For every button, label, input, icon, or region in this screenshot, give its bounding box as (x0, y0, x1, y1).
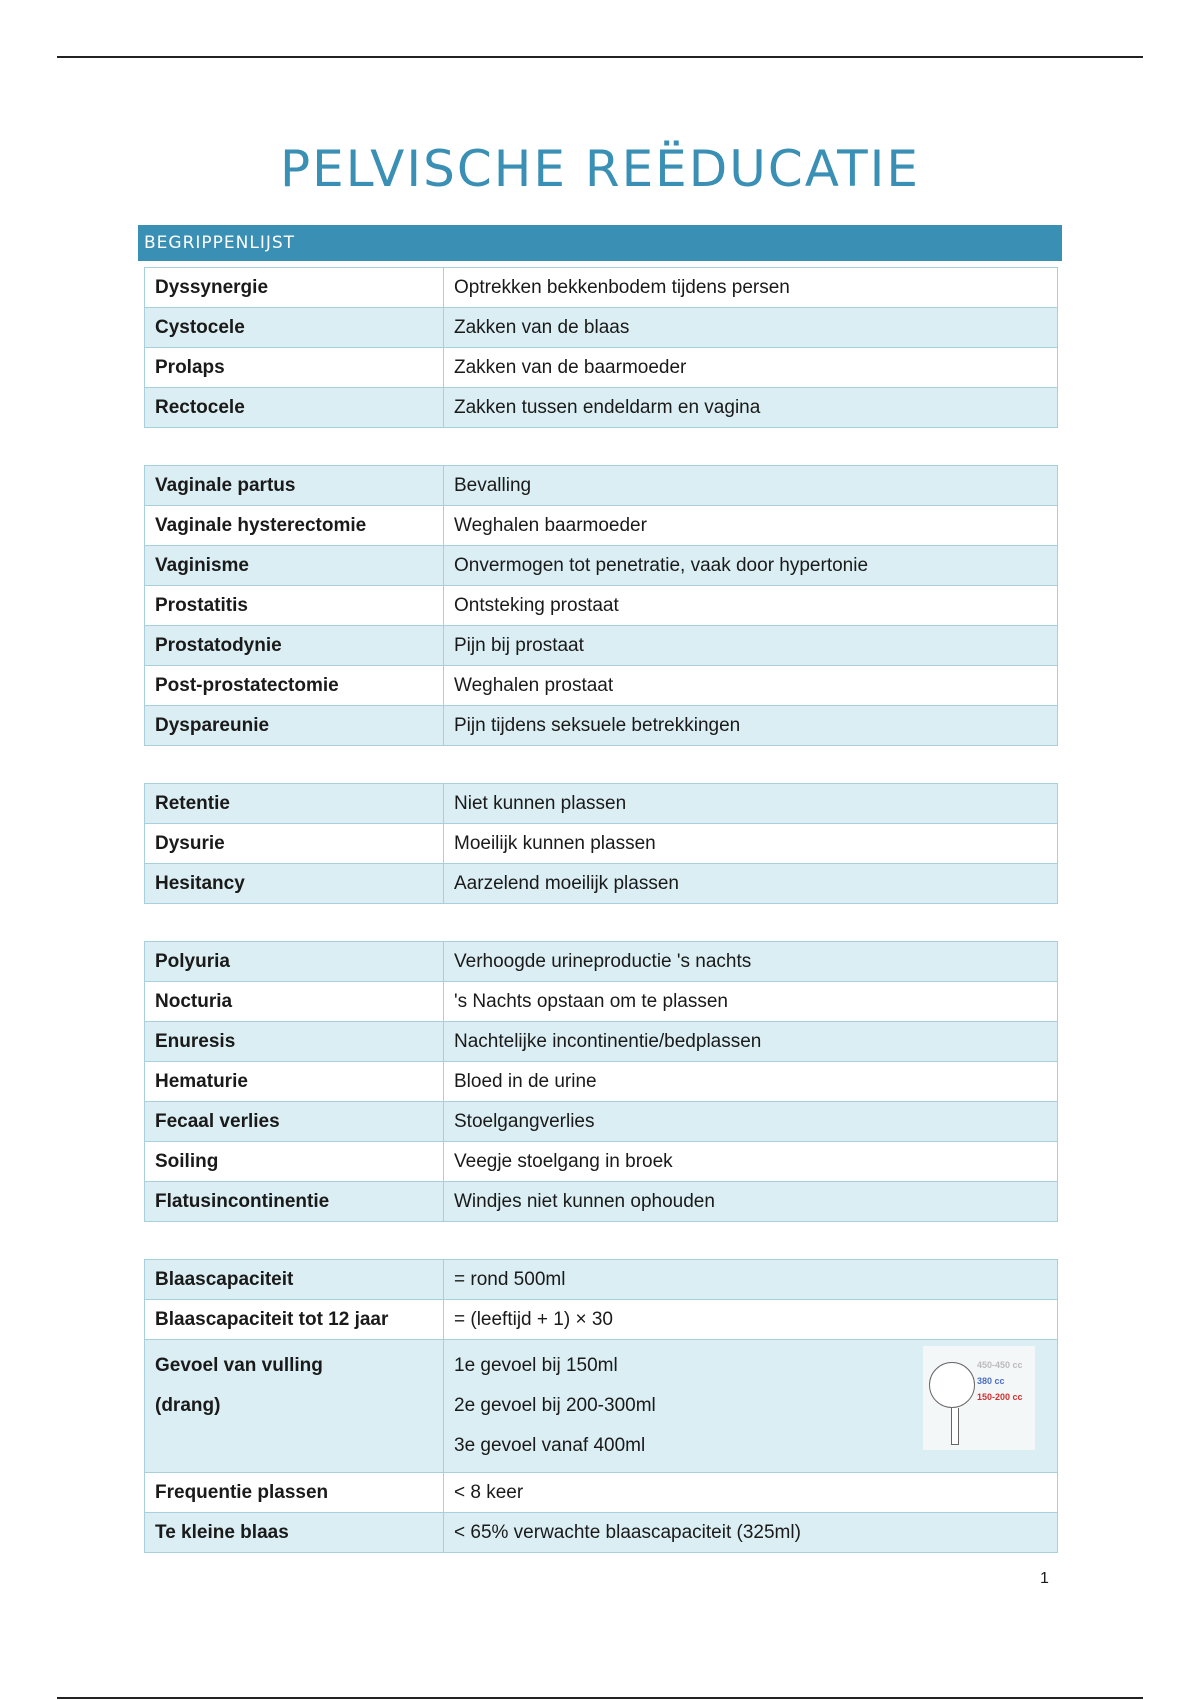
term-cell: Post-prostatectomie (145, 666, 444, 706)
table-row (145, 388, 1058, 428)
definition-cell: < 65% verwachte blaascapaciteit (325ml) (444, 1513, 1058, 1553)
term-cell (145, 1340, 444, 1473)
definition-line: 1e gevoel bij 150ml (454, 1355, 618, 1376)
page-title: PELVISCHE REËDUCATIE (280, 140, 920, 198)
term-cell: Polyuria (145, 942, 444, 982)
term-group (144, 267, 1058, 428)
table-row (145, 626, 1058, 666)
term-cell: Te kleine blaas (145, 1513, 444, 1553)
definition-cell: Zakken tussen endeldarm en vagina (444, 388, 1058, 428)
term-cell: Vaginisme (145, 546, 444, 586)
section-header: BEGRIPPENLIJST (138, 225, 1062, 261)
definition-cell: Verhoogde urineproductie 's nachts (444, 942, 1058, 982)
definition-cell: Bloed in de urine (444, 1062, 1058, 1102)
table-row (145, 546, 1058, 586)
table-row (145, 1022, 1058, 1062)
term-group (144, 1259, 1058, 1553)
definition-cell: Niet kunnen plassen (444, 784, 1058, 824)
term-line: Gevoel van vulling (155, 1355, 323, 1376)
term-cell: Fecaal verlies (145, 1102, 444, 1142)
table-row (145, 466, 1058, 506)
term-cell: Cystocele (145, 308, 444, 348)
footer-rule (57, 1697, 1143, 1699)
term-cell: Blaascapaciteit tot 12 jaar (145, 1300, 444, 1340)
definition-cell: < 8 keer (444, 1473, 1058, 1513)
definition-cell: Optrekken bekkenbodem tijdens persen (444, 268, 1058, 308)
table-row (145, 1182, 1058, 1222)
term-cell: Soiling (145, 1142, 444, 1182)
definition-cell: Nachtelijke incontinentie/bedplassen (444, 1022, 1058, 1062)
bladder-label: 380 cc (977, 1376, 1005, 1386)
term-group (144, 783, 1058, 904)
bladder-label: 450-450 cc (977, 1360, 1023, 1370)
term-cell: Rectocele (145, 388, 444, 428)
term-cell: Retentie (145, 784, 444, 824)
definition-line: 3e gevoel vanaf 400ml (454, 1435, 646, 1456)
page-number: 1 (1040, 1570, 1049, 1587)
definition-cell: Windjes niet kunnen ophouden (444, 1182, 1058, 1222)
term-cell: Prostatodynie (145, 626, 444, 666)
table-row (145, 586, 1058, 626)
term-cell: Prostatitis (145, 586, 444, 626)
table-row (145, 824, 1058, 864)
table-row (145, 1102, 1058, 1142)
definition-cell: 's Nachts opstaan om te plassen (444, 982, 1058, 1022)
definition-cell: Stoelgangverlies (444, 1102, 1058, 1142)
table-row (145, 308, 1058, 348)
table-row (145, 506, 1058, 546)
definition-cell: Pijn tijdens seksuele betrekkingen (444, 706, 1058, 746)
bladder-stem (951, 1408, 959, 1445)
term-cell: Hesitancy (145, 864, 444, 904)
table-row (145, 1340, 1058, 1473)
term-cell: Prolaps (145, 348, 444, 388)
term-group (144, 941, 1058, 1222)
table-row (145, 666, 1058, 706)
term-cell: Dysurie (145, 824, 444, 864)
bladder-diagram (923, 1346, 1035, 1450)
table-row (145, 1062, 1058, 1102)
definition-cell: Weghalen baarmoeder (444, 506, 1058, 546)
definition-line: 2e gevoel bij 200-300ml (454, 1395, 656, 1416)
table-row (145, 706, 1058, 746)
term-cell: Hematurie (145, 1062, 444, 1102)
bladder-shape (929, 1362, 975, 1408)
term-cell: Dyssynergie (145, 268, 444, 308)
table-row (145, 784, 1058, 824)
term-cell: Frequentie plassen (145, 1473, 444, 1513)
definition-cell: Onvermogen tot penetratie, vaak door hypertonie (444, 546, 1058, 586)
definition-cell: Ontsteking prostaat (444, 586, 1058, 626)
term-cell: Blaascapaciteit (145, 1260, 444, 1300)
term-line: (drang) (155, 1395, 221, 1416)
definition-cell: Aarzelend moeilijk plassen (444, 864, 1058, 904)
bladder-label: 150-200 cc (977, 1392, 1023, 1402)
definition-cell: Pijn bij prostaat (444, 626, 1058, 666)
definition-cell (444, 1340, 1058, 1473)
definition-cell: Zakken van de baarmoeder (444, 348, 1058, 388)
table-row (145, 1260, 1058, 1300)
term-cell: Nocturia (145, 982, 444, 1022)
table-row (145, 1473, 1058, 1513)
term-cell: Vaginale hysterectomie (145, 506, 444, 546)
definition-cell: Zakken van de blaas (444, 308, 1058, 348)
glossary (144, 267, 1058, 1590)
table-row (145, 942, 1058, 982)
definition-cell: Weghalen prostaat (444, 666, 1058, 706)
table-row (145, 1142, 1058, 1182)
definition-cell: Veegje stoelgang in broek (444, 1142, 1058, 1182)
table-row (145, 268, 1058, 308)
table-row (145, 864, 1058, 904)
table-row (145, 982, 1058, 1022)
definition-cell: Bevalling (444, 466, 1058, 506)
table-row (145, 1300, 1058, 1340)
definition-cell: = (leeftijd + 1) × 30 (444, 1300, 1058, 1340)
term-cell: Vaginale partus (145, 466, 444, 506)
table-row (145, 348, 1058, 388)
header-rule (57, 56, 1143, 58)
definition-cell: Moeilijk kunnen plassen (444, 824, 1058, 864)
definition-cell: = rond 500ml (444, 1260, 1058, 1300)
term-cell: Dyspareunie (145, 706, 444, 746)
table-row (145, 1513, 1058, 1553)
term-cell: Enuresis (145, 1022, 444, 1062)
term-cell: Flatusincontinentie (145, 1182, 444, 1222)
term-group (144, 465, 1058, 746)
